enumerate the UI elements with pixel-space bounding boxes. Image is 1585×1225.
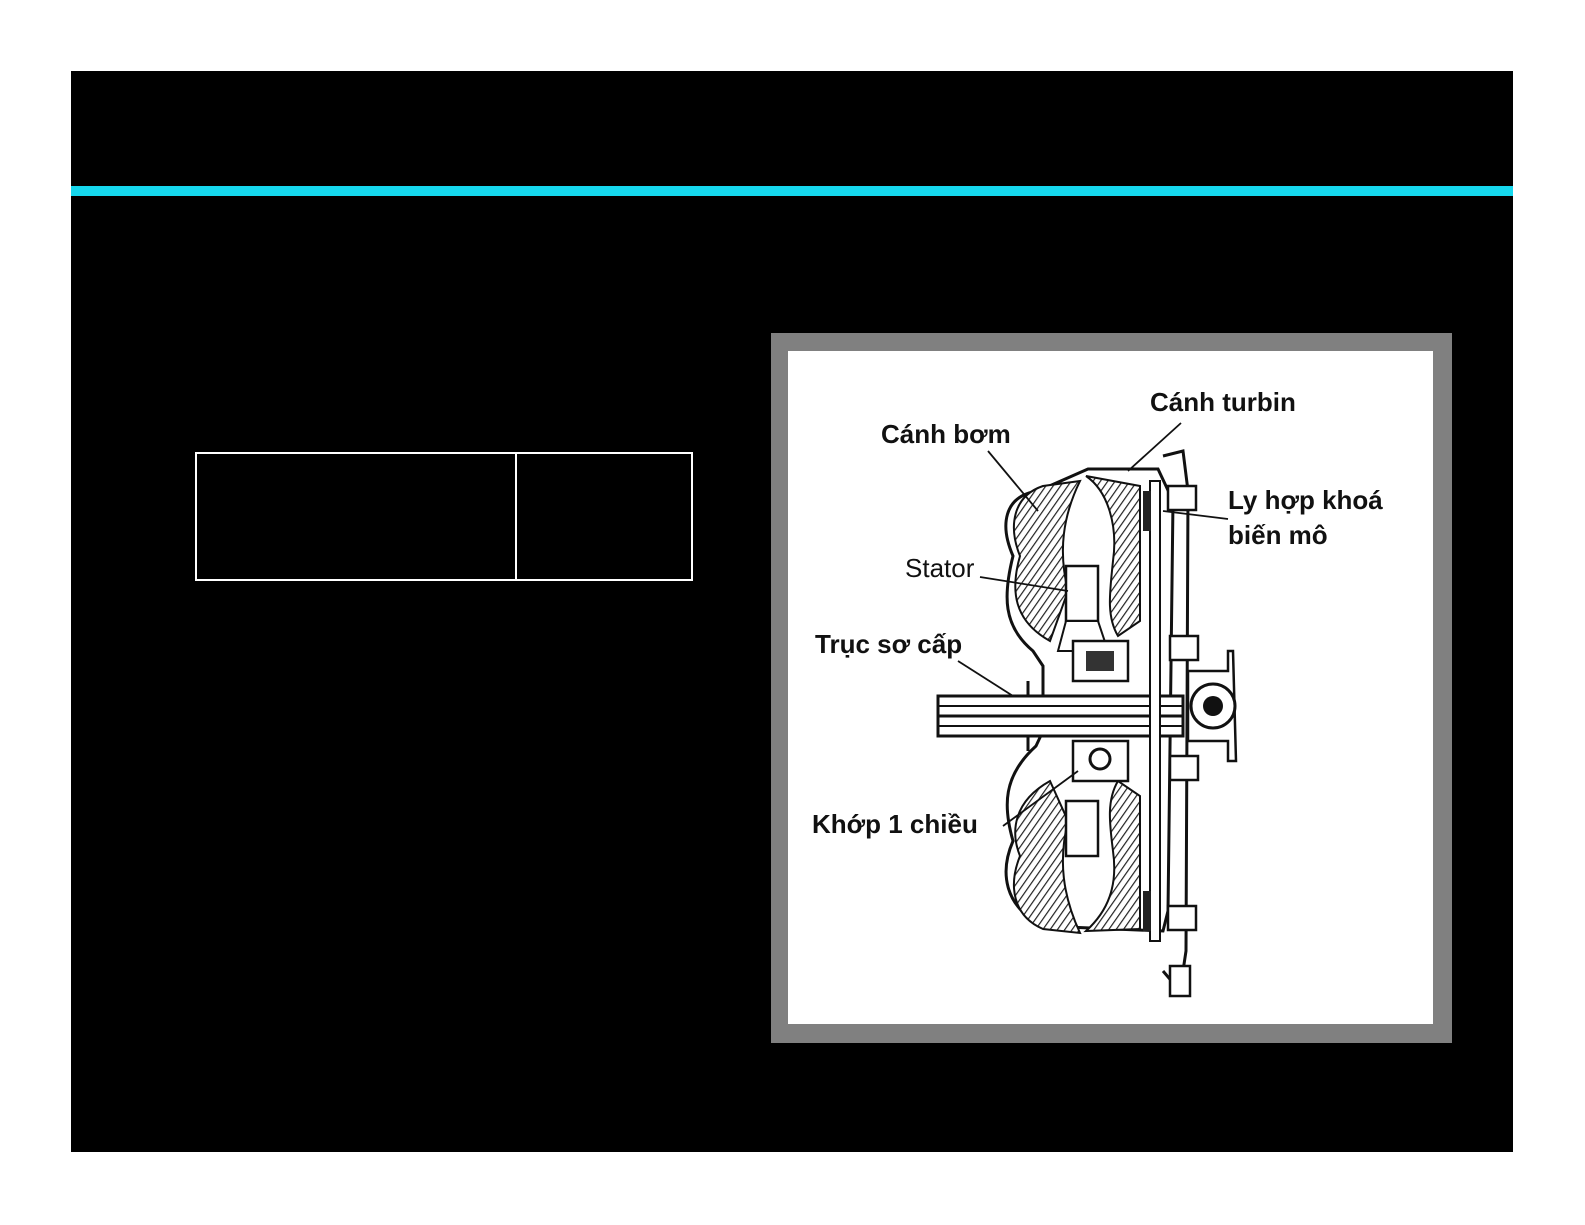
stator-lower [1066, 801, 1098, 856]
lockup-clutch-plate [1150, 481, 1160, 941]
stator-upper [1066, 566, 1098, 621]
torque-converter-svg [788, 351, 1433, 1024]
label-lockup-line2: biến mô [1228, 520, 1328, 550]
label-pump: Cánh bơm [881, 419, 1011, 449]
label-one-way-clutch: Khớp 1 chiều [812, 809, 978, 839]
bolt-lower [1168, 906, 1196, 930]
bolt-upper [1168, 486, 1196, 510]
label-input-shaft: Trục sơ cấp [815, 629, 963, 659]
torque-converter-diagram [788, 351, 1433, 1024]
leader-input-shaft [958, 661, 1013, 696]
empty-table [195, 452, 693, 581]
title-accent-bar [71, 186, 1513, 196]
table-column-divider [515, 454, 517, 579]
figure-frame [771, 333, 1452, 1043]
label-lockup-line1: Ly hợp khoá [1228, 485, 1383, 515]
label-turbine: Cánh turbin [1150, 387, 1296, 417]
leader-turbine [1128, 423, 1181, 471]
label-stator: Stator [905, 553, 975, 583]
slide [71, 71, 1513, 1152]
